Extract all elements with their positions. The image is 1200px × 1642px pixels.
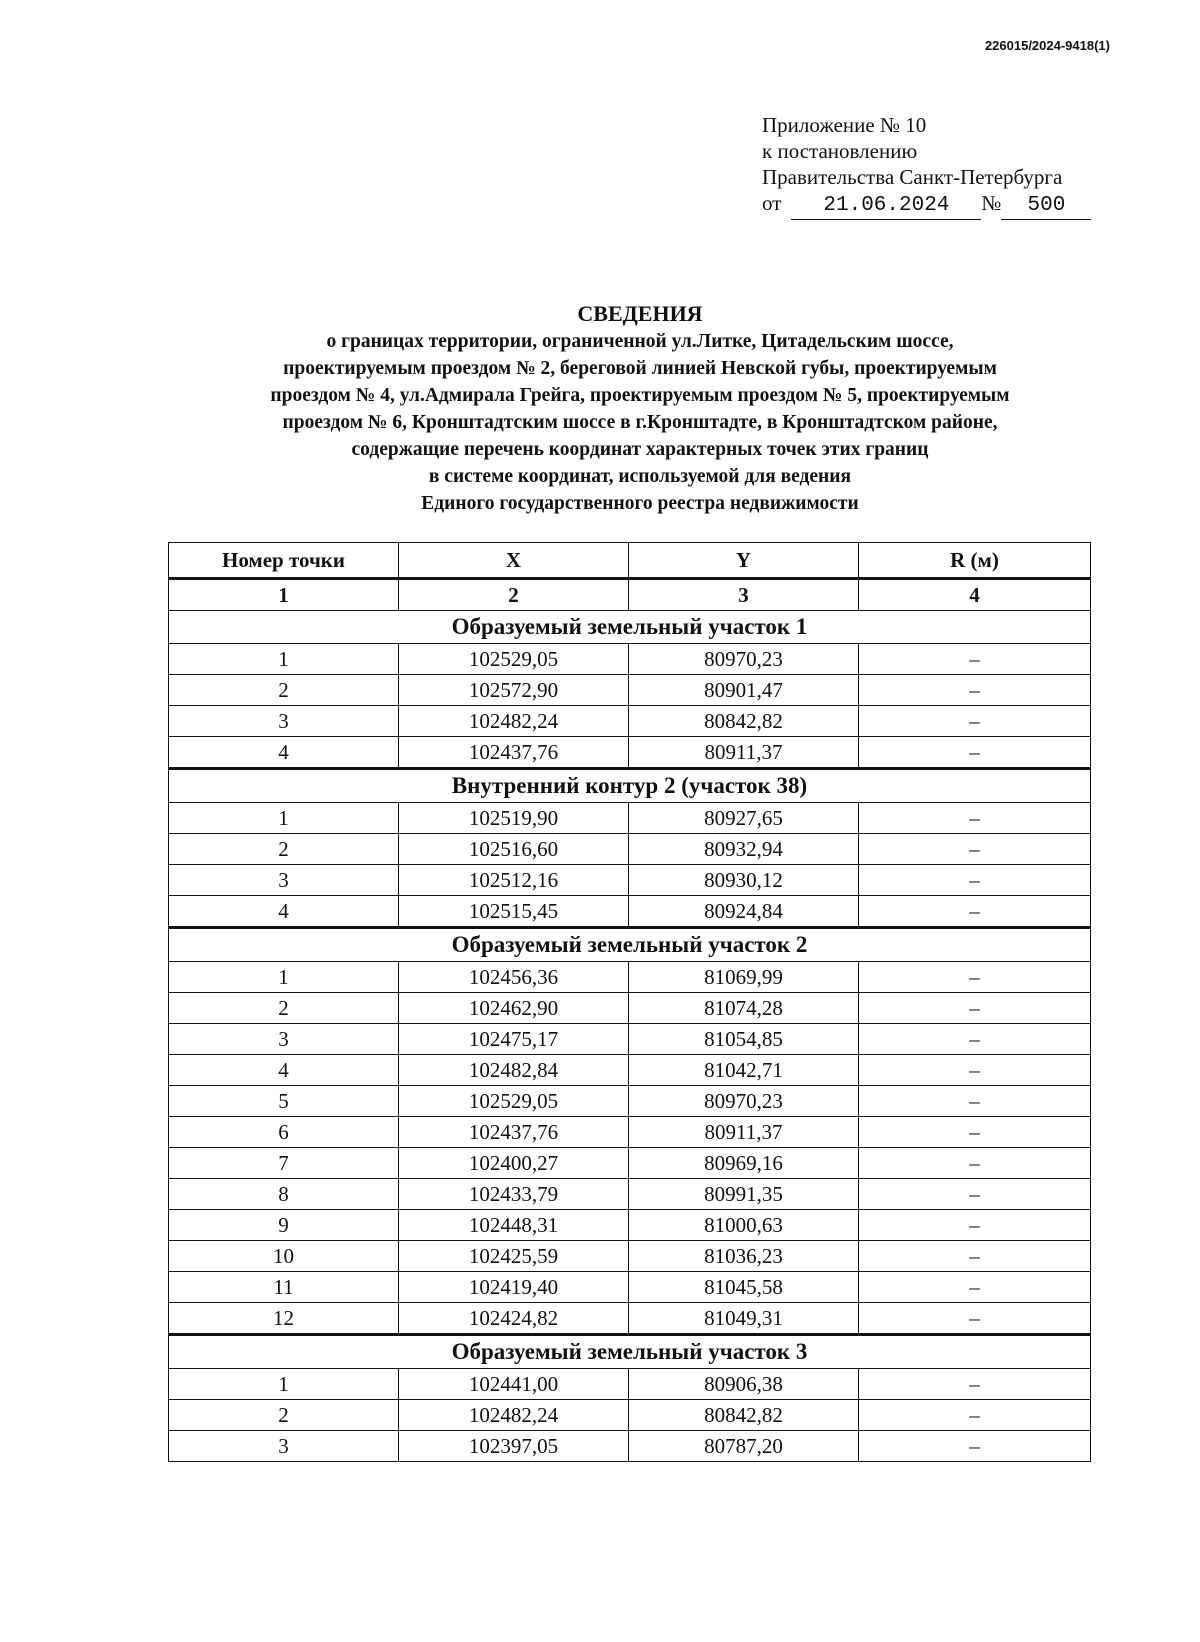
y-cell: 81000,63 [629, 1210, 859, 1241]
appendix-date: 21.06.2024 [791, 193, 981, 220]
subtitle-line: о границах территории, ограниченной ул.Литке, Цитадельским шоссе, [326, 331, 954, 352]
subtitle-line: проектируемым проездом № 2, береговой линией Невской губы, проектируемым [283, 358, 997, 379]
point-number-cell: 2 [169, 675, 399, 706]
y-cell: 80970,23 [629, 644, 859, 675]
y-cell: 80969,16 [629, 1148, 859, 1179]
title-block [160, 300, 1120, 517]
table-row [169, 1117, 1091, 1148]
table-row [169, 706, 1091, 737]
radius-cell: – [859, 1148, 1091, 1179]
table-row [169, 1400, 1091, 1431]
radius-cell: – [859, 1210, 1091, 1241]
point-number-cell: 1 [169, 962, 399, 993]
table-row [169, 834, 1091, 865]
x-cell: 102529,05 [399, 1086, 629, 1117]
header-x: X [399, 543, 629, 579]
radius-cell: – [859, 1117, 1091, 1148]
appendix-block [762, 112, 1112, 220]
point-number-cell: 7 [169, 1148, 399, 1179]
table-row [169, 1210, 1091, 1241]
x-cell: 102456,36 [399, 962, 629, 993]
point-number-cell: 4 [169, 737, 399, 769]
point-number-cell: 9 [169, 1210, 399, 1241]
radius-cell: – [859, 803, 1091, 834]
y-cell: 80842,82 [629, 706, 859, 737]
page-title: СВЕДЕНИЯ [577, 301, 703, 326]
point-number-cell: 1 [169, 1369, 399, 1400]
radius-cell: – [859, 962, 1091, 993]
point-number-cell: 12 [169, 1303, 399, 1335]
x-cell: 102424,82 [399, 1303, 629, 1335]
point-number-cell: 5 [169, 1086, 399, 1117]
radius-cell: – [859, 706, 1091, 737]
radius-cell: – [859, 1369, 1091, 1400]
y-cell: 80991,35 [629, 1179, 859, 1210]
subtitle-line: Единого государственного реестра недвижимости [421, 493, 859, 514]
radius-cell: – [859, 644, 1091, 675]
point-number-cell: 2 [169, 1400, 399, 1431]
point-number-cell: 4 [169, 896, 399, 928]
x-cell: 102425,59 [399, 1241, 629, 1272]
y-cell: 80930,12 [629, 865, 859, 896]
subtitle-line: содержащие перечень координат характерных точек этих границ [351, 439, 929, 460]
point-number-cell: 3 [169, 1024, 399, 1055]
point-number-cell: 1 [169, 644, 399, 675]
section-title: Образуемый земельный участок 1 [169, 611, 1091, 644]
radius-cell: – [859, 896, 1091, 928]
radius-cell: – [859, 1303, 1091, 1335]
section-title: Образуемый земельный участок 3 [169, 1335, 1091, 1369]
point-number-cell: 6 [169, 1117, 399, 1148]
table-row [169, 896, 1091, 928]
appendix-number: 500 [1001, 193, 1091, 220]
x-cell: 102482,24 [399, 1400, 629, 1431]
appendix-line-1: Приложение № 10 [762, 113, 927, 137]
radius-cell: – [859, 993, 1091, 1024]
radius-cell: – [859, 1179, 1091, 1210]
x-cell: 102448,31 [399, 1210, 629, 1241]
coordinates-table-body [169, 543, 1091, 1462]
x-cell: 102441,00 [399, 1369, 629, 1400]
table-row [169, 737, 1091, 769]
column-number: 3 [629, 579, 859, 611]
table-row [169, 993, 1091, 1024]
x-cell: 102515,45 [399, 896, 629, 928]
point-number-cell: 3 [169, 1431, 399, 1462]
radius-cell: – [859, 1272, 1091, 1303]
x-cell: 102433,79 [399, 1179, 629, 1210]
y-cell: 81069,99 [629, 962, 859, 993]
table-row [169, 644, 1091, 675]
x-cell: 102437,76 [399, 737, 629, 769]
x-cell: 102516,60 [399, 834, 629, 865]
table-row [169, 865, 1091, 896]
coordinates-table [168, 542, 1091, 1462]
appendix-date-line [762, 190, 1112, 220]
y-cell: 81054,85 [629, 1024, 859, 1055]
table-row [169, 1055, 1091, 1086]
point-number-cell: 2 [169, 993, 399, 1024]
point-number-cell: 11 [169, 1272, 399, 1303]
radius-cell: – [859, 737, 1091, 769]
table-row [169, 1179, 1091, 1210]
x-cell: 102482,84 [399, 1055, 629, 1086]
table-row [169, 675, 1091, 706]
y-cell: 80911,37 [629, 737, 859, 769]
x-cell: 102519,90 [399, 803, 629, 834]
x-cell: 102437,76 [399, 1117, 629, 1148]
column-number-row [169, 579, 1091, 611]
point-number-cell: 3 [169, 865, 399, 896]
radius-cell: – [859, 1431, 1091, 1462]
table-row [169, 1303, 1091, 1335]
table-header-row [169, 543, 1091, 579]
table-row [169, 1431, 1091, 1462]
section-header-row [169, 1335, 1091, 1369]
table-row [169, 803, 1091, 834]
table-row [169, 1272, 1091, 1303]
radius-cell: – [859, 834, 1091, 865]
y-cell: 80906,38 [629, 1369, 859, 1400]
table-row [169, 1148, 1091, 1179]
appendix-line-3: Правительства Санкт-Петербурга [762, 165, 1063, 189]
y-cell: 81045,58 [629, 1272, 859, 1303]
point-number-cell: 2 [169, 834, 399, 865]
header-point-number: Номер точки [169, 543, 399, 579]
y-cell: 80927,65 [629, 803, 859, 834]
radius-cell: – [859, 675, 1091, 706]
column-number: 1 [169, 579, 399, 611]
y-cell: 80924,84 [629, 896, 859, 928]
point-number-cell: 4 [169, 1055, 399, 1086]
x-cell: 102529,05 [399, 644, 629, 675]
section-header-row [169, 928, 1091, 962]
y-cell: 80970,23 [629, 1086, 859, 1117]
x-cell: 102512,16 [399, 865, 629, 896]
point-number-cell: 3 [169, 706, 399, 737]
y-cell: 80787,20 [629, 1431, 859, 1462]
y-cell: 80842,82 [629, 1400, 859, 1431]
y-cell: 80901,47 [629, 675, 859, 706]
subtitle-line: проездом № 6, Кронштадтским шоссе в г.Кронштадте, в Кронштадтском районе, [282, 412, 998, 433]
x-cell: 102572,90 [399, 675, 629, 706]
y-cell: 80911,37 [629, 1117, 859, 1148]
document-id: 226015/2024-9418(1) [984, 38, 1110, 53]
x-cell: 102400,27 [399, 1148, 629, 1179]
table-row [169, 962, 1091, 993]
point-number-cell: 8 [169, 1179, 399, 1210]
y-cell: 80932,94 [629, 834, 859, 865]
point-number-cell: 10 [169, 1241, 399, 1272]
appendix-date-prefix: от [762, 191, 782, 215]
x-cell: 102397,05 [399, 1431, 629, 1462]
x-cell: 102419,40 [399, 1272, 629, 1303]
table-row [169, 1086, 1091, 1117]
x-cell: 102475,17 [399, 1024, 629, 1055]
y-cell: 81074,28 [629, 993, 859, 1024]
table-row [169, 1024, 1091, 1055]
header-radius: R (м) [859, 543, 1091, 579]
y-cell: 81036,23 [629, 1241, 859, 1272]
subtitle-line: проездом № 4, ул.Адмирала Грейга, проектируемым проездом № 5, проектируемым [270, 385, 1010, 406]
column-number: 2 [399, 579, 629, 611]
section-title: Образуемый земельный участок 2 [169, 928, 1091, 962]
section-header-row [169, 769, 1091, 803]
radius-cell: – [859, 1024, 1091, 1055]
y-cell: 81042,71 [629, 1055, 859, 1086]
radius-cell: – [859, 1241, 1091, 1272]
appendix-line-2: к постановлению [762, 139, 918, 163]
point-number-cell: 1 [169, 803, 399, 834]
table-row [169, 1369, 1091, 1400]
appendix-number-prefix: № [981, 191, 1002, 215]
radius-cell: – [859, 1400, 1091, 1431]
radius-cell: – [859, 1055, 1091, 1086]
section-title: Внутренний контур 2 (участок 38) [169, 769, 1091, 803]
radius-cell: – [859, 1086, 1091, 1117]
table-row [169, 1241, 1091, 1272]
radius-cell: – [859, 865, 1091, 896]
header-y: Y [629, 543, 859, 579]
column-number: 4 [859, 579, 1091, 611]
x-cell: 102482,24 [399, 706, 629, 737]
subtitle-line: в системе координат, используемой для ведения [428, 466, 852, 487]
x-cell: 102462,90 [399, 993, 629, 1024]
y-cell: 81049,31 [629, 1303, 859, 1335]
section-header-row [169, 611, 1091, 644]
